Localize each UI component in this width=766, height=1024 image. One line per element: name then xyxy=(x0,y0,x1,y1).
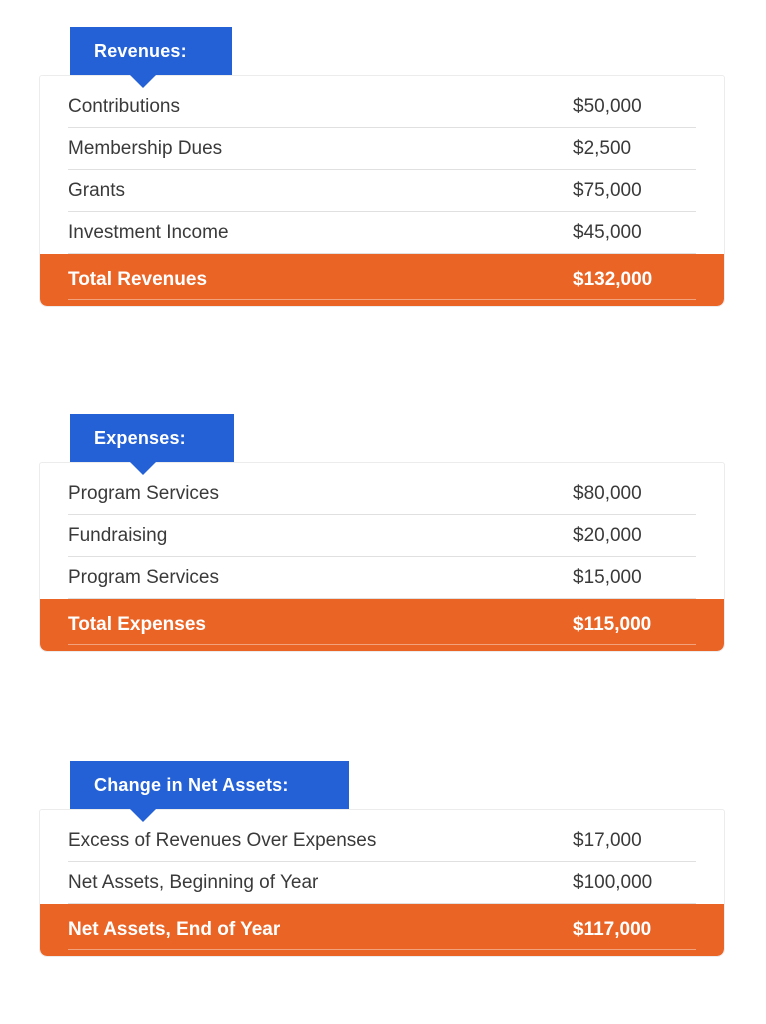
row-amount: $15,000 xyxy=(573,567,642,588)
row-amount: $75,000 xyxy=(573,180,642,201)
tab-pointer-down-icon xyxy=(130,462,156,475)
total-label: Net Assets, End of Year xyxy=(68,919,281,940)
row-amount: $2,500 xyxy=(573,138,632,159)
row-amount: $100,000 xyxy=(573,872,653,893)
net-assets-title: Change in Net Assets: xyxy=(94,775,289,795)
total-row xyxy=(40,599,724,651)
tab-pointer-down-icon xyxy=(130,809,156,822)
section-revenues xyxy=(0,27,766,307)
tab-pointer-down-icon xyxy=(130,75,156,88)
row-label: Net Assets, Beginning of Year xyxy=(68,872,319,893)
row-label: Program Services xyxy=(68,483,219,504)
expenses-table xyxy=(39,462,725,652)
row-label: Fundraising xyxy=(68,525,168,546)
table-row xyxy=(40,170,724,212)
row-label: Program Services xyxy=(68,567,219,588)
revenues-table xyxy=(39,75,725,307)
revenues-tab-row xyxy=(70,27,766,75)
table-row xyxy=(40,212,724,254)
row-amount: $80,000 xyxy=(573,483,642,504)
total-amount: $115,000 xyxy=(573,614,652,635)
row-label: Grants xyxy=(68,180,126,201)
table-row xyxy=(40,515,724,557)
row-amount: $20,000 xyxy=(573,525,642,546)
total-amount: $132,000 xyxy=(573,269,653,290)
row-label: Investment Income xyxy=(68,222,229,243)
total-row xyxy=(40,904,724,956)
table-row xyxy=(40,86,724,128)
net-assets-table xyxy=(39,809,725,957)
section-expenses xyxy=(0,414,766,652)
net-assets-tab-row xyxy=(70,761,766,809)
table-row xyxy=(40,820,724,862)
row-label: Excess of Revenues Over Expenses xyxy=(68,830,377,851)
row-amount: $50,000 xyxy=(573,96,642,117)
revenues-header-tab xyxy=(70,27,232,75)
total-label: Total Expenses xyxy=(68,614,206,635)
row-label: Contributions xyxy=(68,96,180,117)
total-amount: $117,000 xyxy=(573,919,652,940)
expenses-header-tab xyxy=(70,414,234,462)
section-change-in-net-assets xyxy=(0,761,766,957)
revenues-title: Revenues: xyxy=(94,41,187,61)
table-row xyxy=(40,128,724,170)
total-label: Total Revenues xyxy=(68,269,208,290)
table-row xyxy=(40,473,724,515)
expenses-tab-row xyxy=(70,414,766,462)
row-amount: $45,000 xyxy=(573,222,642,243)
row-amount: $17,000 xyxy=(573,830,642,851)
expenses-title: Expenses: xyxy=(94,428,186,448)
total-row xyxy=(40,254,724,306)
table-row xyxy=(40,862,724,904)
net-assets-header-tab xyxy=(70,761,349,809)
table-row xyxy=(40,557,724,599)
row-label: Membership Dues xyxy=(68,138,223,159)
